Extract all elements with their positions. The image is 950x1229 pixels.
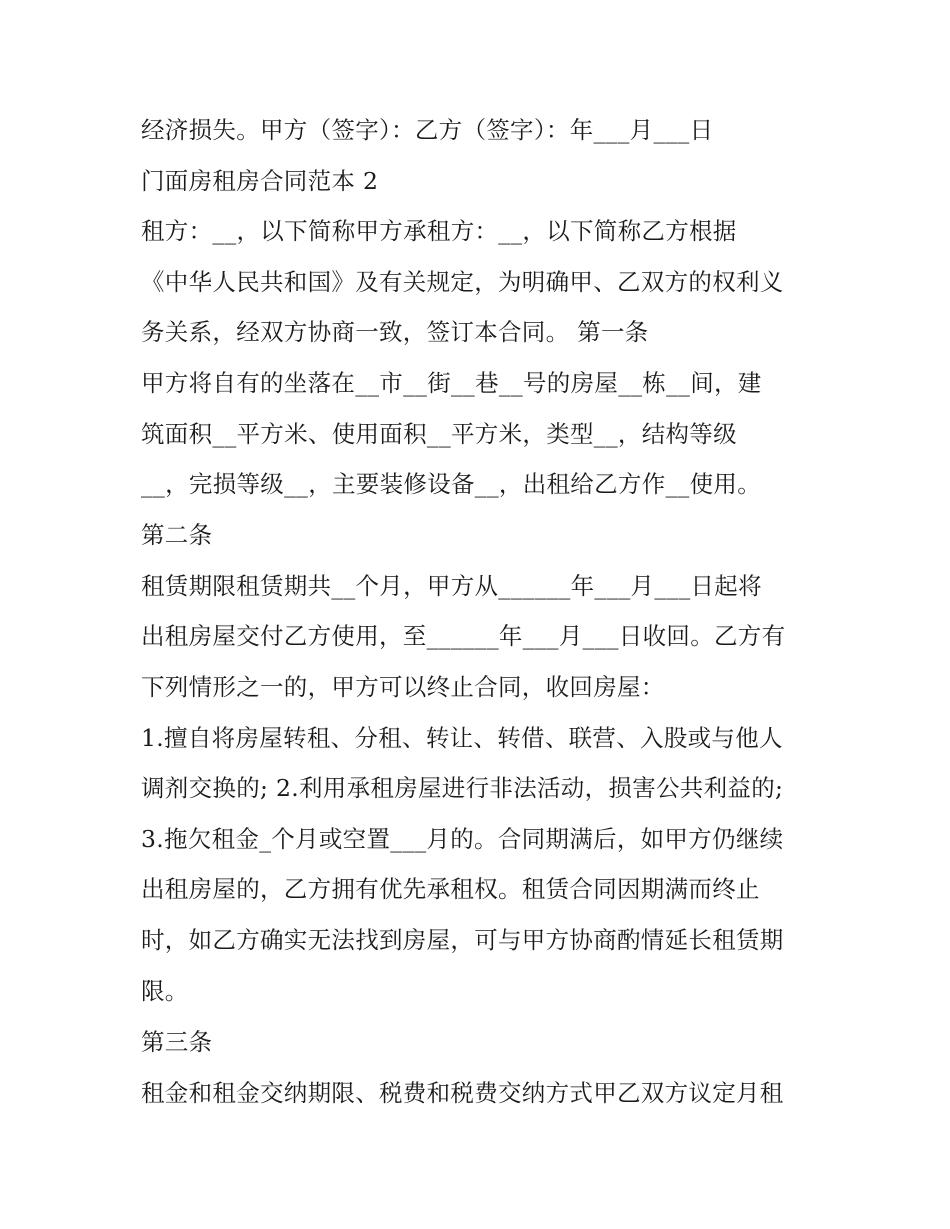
text-line-8: __，完损等级__，主要装修设备__，出租给乙方作__使用。 <box>141 470 761 498</box>
text-line-18: 限。 <box>141 977 189 1005</box>
text-line-17: 时，如乙方确实无法找到房屋，可与甲方协商酌情延长租赁期 <box>141 926 784 954</box>
text-line-20: 租金和租金交纳期限、税费和税费交纳方式甲乙双方议定月租 <box>141 1079 784 1107</box>
text-line-14: 调剂交换的; 2.利用承租房屋进行非法活动，损害公共利益的; <box>141 774 784 802</box>
text-line-12: 下列情形之一的，甲方可以终止合同，收回房屋： <box>141 673 665 701</box>
text-line-11: 出租房屋交付乙方使用，至______年___月___日收回。乙方有 <box>141 622 786 650</box>
text-line-15: 3.拖欠租金_个月或空置___月的。合同期满后，如甲方仍继续 <box>141 825 784 853</box>
text-line-4: 《中华人民共和国》及有关规定，为明确甲、乙双方的权利义 <box>141 268 784 296</box>
text-line-1: 经济损失。甲方（签字）：乙方（签字）：年___月___日 <box>141 116 714 144</box>
text-line-16: 出租房屋的，乙方拥有优先承租权。租赁合同因期满而终止 <box>141 875 760 903</box>
section-title: 门面房租房合同范本 2 <box>141 167 379 195</box>
text-line-6: 甲方将自有的坐落在__市__街__巷__号的房屋__栋__间，建 <box>141 369 762 397</box>
article-heading-2: 第二条 <box>141 521 213 549</box>
text-line-13: 1.擅自将房屋转租、分租、转让、转借、联营、入股或与他人 <box>141 724 783 752</box>
text-line-3: 租方：__，以下简称甲方承租方：__，以下简称乙方根据 <box>141 217 737 245</box>
text-line-10: 租赁期限租赁期共__个月，甲方从______年___月___日起将 <box>141 572 762 600</box>
article-heading-3: 第三条 <box>141 1028 213 1056</box>
text-line-5: 务关系，经双方协商一致，签订本合同。 第一条 <box>141 318 649 346</box>
text-line-7: 筑面积__平方米、使用面积__平方米，类型__，结构等级 <box>141 420 737 448</box>
